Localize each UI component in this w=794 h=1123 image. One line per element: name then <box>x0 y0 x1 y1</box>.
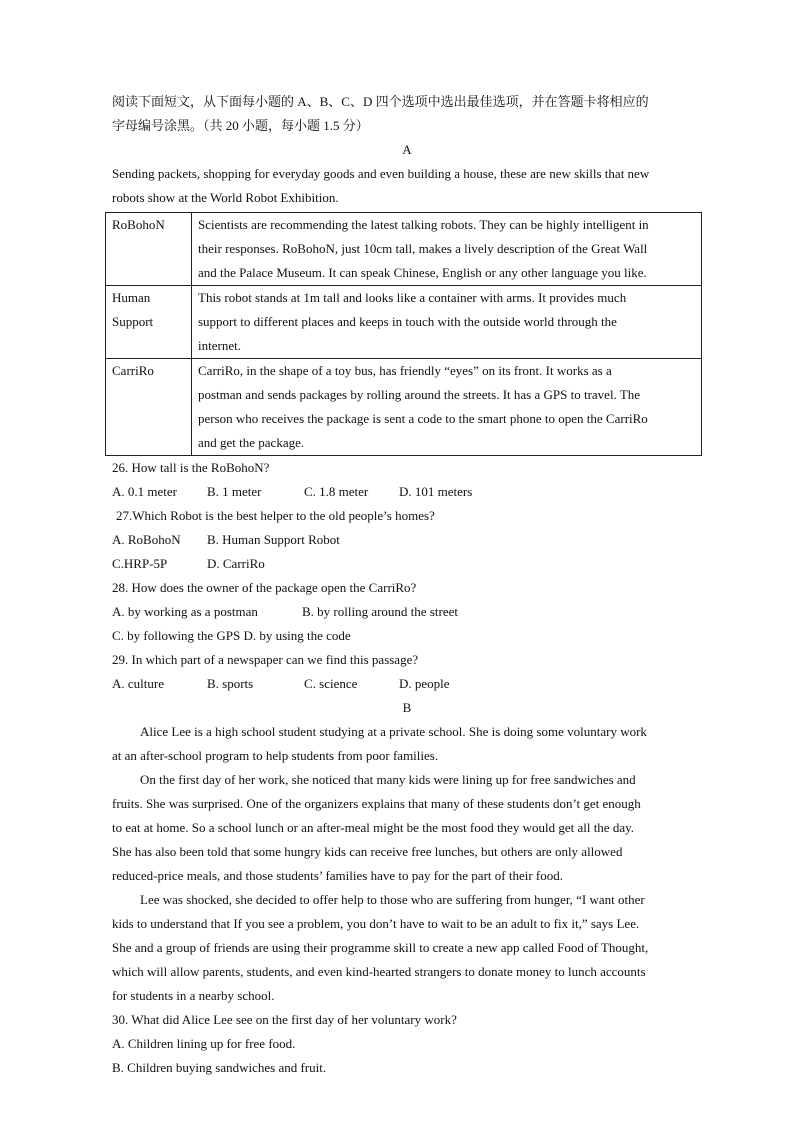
description-line: person who receives the package is sent a code to the smart phone to open the CarriRo <box>198 411 648 426</box>
paragraph-line: for students in a nearby school. <box>112 988 275 1003</box>
robot-name: RoBohoN <box>106 213 192 286</box>
option-c: C. 1.8 meter <box>304 484 369 499</box>
paragraph-line: She has also been told that some hungry kids can receive free lunches, but others are only allowed <box>112 844 623 859</box>
table-row <box>106 286 702 359</box>
paragraph-line: Alice Lee is a high school student studying at a private school. She is doing some voluntary work <box>140 724 647 739</box>
option-c: C.HRP-5P <box>112 556 168 571</box>
paragraph-line: to eat at home. So a school lunch or an after-meal might be the most food they would get all the day. <box>112 820 635 835</box>
instructions-line-2: 字母编号涂黑。（共 20 小题，每小题 1.5 分） <box>112 118 369 133</box>
robot-table <box>105 212 702 456</box>
option-d: D. people <box>399 676 450 691</box>
option-b: B. Human Support Robot <box>207 532 340 547</box>
robot-description <box>192 213 702 286</box>
table-row <box>106 359 702 456</box>
option-b: B. by rolling around the street <box>302 604 458 619</box>
description-line: postman and sends packages by rolling around the streets. It has a GPS to travel. The <box>198 387 641 402</box>
option-d: D. CarriRo <box>207 556 265 571</box>
robot-description <box>192 286 702 359</box>
section-a-intro-1: Sending packets, shopping for everyday goods and even building a house, these are new skills that new <box>112 166 650 181</box>
description-line: and get the package. <box>198 435 305 450</box>
paragraph-line: which will allow parents, students, and even kind-hearted strangers to donate money to lunch accounts <box>112 964 646 979</box>
description-line: and the Palace Museum. It can speak Chinese, English or any other language you like. <box>198 265 647 280</box>
question-26: 26. How tall is the RoBohoN? <box>112 460 270 475</box>
paragraph-line: kids to understand that If you see a problem, you don’t have to wait to be an adult to fix it,” says Lee. <box>112 916 640 931</box>
robot-name-line: Support <box>112 314 154 329</box>
description-line: support to different places and keeps in touch with the outside world through the <box>198 314 617 329</box>
option-b: B. Children buying sandwiches and fruit. <box>112 1060 327 1075</box>
option-a: A. RoBohoN <box>112 532 181 547</box>
paragraph-line: fruits. She was surprised. One of the organizers explains that many of these students don’t get enough <box>112 796 641 811</box>
paragraph-line: at an after-school program to help students from poor families. <box>112 748 439 763</box>
option-a: A. culture <box>112 676 164 691</box>
paragraph-line: Lee was shocked, she decided to offer help to those who are suffering from hunger, “I want other <box>140 892 645 907</box>
question-26-options <box>112 480 702 504</box>
robot-description <box>192 359 702 456</box>
question-29: 29. In which part of a newspaper can we find this passage? <box>112 652 419 667</box>
question-30: 30. What did Alice Lee see on the first day of her voluntary work? <box>112 1012 457 1027</box>
description-line: CarriRo, in the shape of a toy bus, has friendly “eyes” on its front. It works as a <box>198 363 612 378</box>
option-a: A. Children lining up for free food. <box>112 1036 296 1051</box>
option-d: D. 101 meters <box>399 484 473 499</box>
option-b: B. 1 meter <box>207 484 262 499</box>
description-line: internet. <box>198 338 241 353</box>
paragraph-line: On the first day of her work, she noticed that many kids were lining up for free sandwiches and <box>140 772 636 787</box>
paragraph-line: She and a group of friends are using their programme skill to create a new app called Food of Thought, <box>112 940 649 955</box>
question-28-options-row-2: C. by following the GPS D. by using the code <box>112 628 351 643</box>
description-line: their responses. RoBohoN, just 10cm tall, makes a lively description of the Great Wall <box>198 241 648 256</box>
option-a: A. 0.1 meter <box>112 484 177 499</box>
instructions-line-1: 阅读下面短文，从下面每小题的 A、B、C、D 四个选项中选出最佳选项，并在答题卡将相应的 <box>112 94 649 109</box>
section-b-label: B <box>402 700 412 715</box>
question-27-options-row-2 <box>112 552 702 576</box>
section-a-label: A <box>402 142 412 157</box>
robot-name-line: Human <box>112 290 151 305</box>
question-28: 28. How does the owner of the package open the CarriRo? <box>112 580 417 595</box>
option-a: A. by working as a postman <box>112 604 258 619</box>
paragraph-line: reduced-price meals, and those students’ families have to pay for the part of their food. <box>112 868 563 883</box>
question-27: 27.Which Robot is the best helper to the old people’s homes? <box>116 508 435 523</box>
exam-page <box>112 90 702 1080</box>
description-line: This robot stands at 1m tall and looks like a container with arms. It provides much <box>198 290 627 305</box>
description-line: Scientists are recommending the latest talking robots. They can be highly intelligent in <box>198 217 649 232</box>
robot-name <box>106 286 192 359</box>
question-27-options-row-1 <box>112 528 702 552</box>
question-28-options-row-1 <box>112 600 702 624</box>
question-29-options <box>112 672 702 696</box>
table-row <box>106 213 702 286</box>
robot-name: CarriRo <box>106 359 192 456</box>
option-b: B. sports <box>207 676 254 691</box>
section-a-intro-2: robots show at the World Robot Exhibition. <box>112 190 339 205</box>
option-c: C. science <box>304 676 358 691</box>
